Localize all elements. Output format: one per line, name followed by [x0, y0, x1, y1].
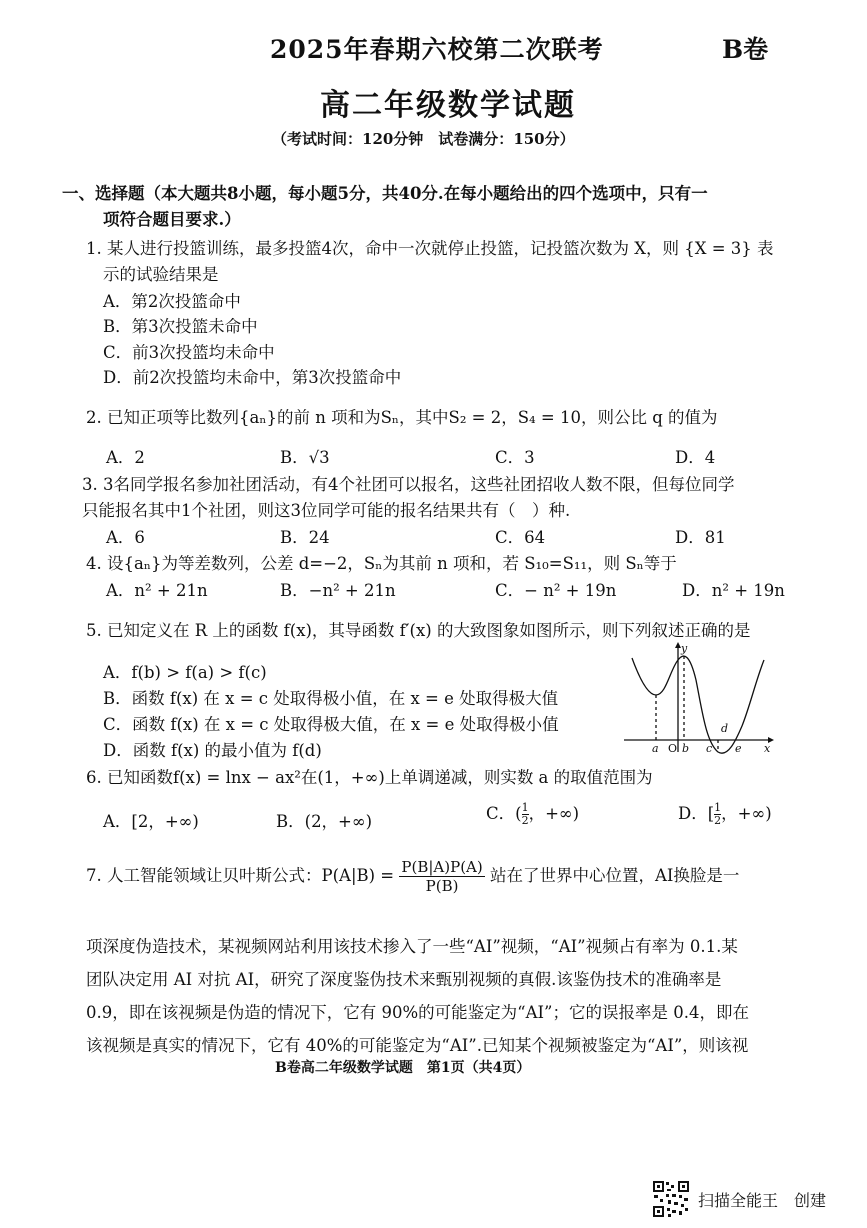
exam-title: 2025年春期六校第二次联考 [270, 35, 604, 64]
q3-stem-line2: 只能报名其中1个社团，则这3位同学可能的报名结果共有（ ）种. [82, 501, 571, 520]
graph-label-b: b [682, 742, 690, 755]
q7-line-2: 团队决定用 AI 对抗 AI，研究了深度鉴伪技术来甄别视频的真假.该鉴伪技术的准确率是 [86, 970, 722, 989]
bayes-fraction [399, 858, 484, 895]
q3-option-d: D．81 [675, 528, 726, 547]
q4-option-a: A．n² + 21n [106, 581, 208, 600]
q5-option-c: C．函数 f(x) 在 x = c 处取得极大值，在 x = e 处取得极小值 [103, 715, 559, 734]
q1-option-b: B．第3次投篮未命中 [103, 317, 258, 336]
q1-option-a: A．第2次投篮命中 [103, 292, 241, 311]
q6-option-d-tail: ，+∞) [721, 804, 772, 823]
graph-label-o: O [668, 742, 678, 755]
q6-option-c-open: C．( [486, 804, 522, 823]
q6-option-d-frac-den: 2 [714, 814, 722, 827]
q3-option-b: B．24 [280, 528, 330, 547]
qr-code-icon [652, 1180, 690, 1218]
q3-stem-line1: 3. 3名同学报名参加社团活动，有4个社团可以报名，这些社团招收人数不限，但每位同学 [82, 475, 735, 494]
q6-option-d-open: D．[ [678, 804, 715, 823]
q6-option-c-frac-den: 2 [521, 814, 529, 827]
graph-label-x: x [764, 742, 771, 755]
q7-prefix: 7. 人工智能领域让贝叶斯公式：P(A|B) = [86, 866, 395, 885]
q5-option-d: D．函数 f(x) 的最小值为 f(d) [103, 741, 322, 760]
q6-option-b: B．(2，+∞) [276, 812, 373, 831]
q6-option-c-tail: ，+∞) [528, 804, 580, 823]
q3-option-a: A．6 [106, 528, 145, 547]
graph-label-y: y [681, 642, 688, 655]
graph-label-c: c [706, 742, 713, 755]
q6-option-d-frac-num: 1 [714, 801, 722, 814]
q6-option-c-frac-num: 1 [521, 801, 529, 814]
q4-option-b: B．−n² + 21n [280, 581, 396, 600]
q2-option-c: C．3 [495, 448, 535, 467]
q4-option-d: D．n² + 19n [682, 581, 785, 600]
q1-option-c: C．前3次投篮均未命中 [103, 343, 275, 362]
q1-stem-line1: 1. 某人进行投篮训练，最多投篮4次，命中一次就停止投篮，记投篮次数为 X，则 {X = 3} 表 [86, 239, 774, 258]
graph-label-d: d [721, 722, 729, 735]
q6-option-d [678, 800, 772, 827]
q2-option-b: B．√3 [280, 448, 330, 467]
q6-option-c-fraction [522, 802, 529, 827]
q4-option-c: C．− n² + 19n [495, 581, 617, 600]
graph-label-e: e [735, 742, 742, 755]
q2-option-d: D．4 [675, 448, 716, 467]
q6-option-a: A．[2，+∞) [103, 812, 199, 831]
q2-stem: 2. 已知正项等比数列{aₙ}的前 n 项和为Sₙ，其中S₂ = 2，S₄ = 10，则公比 q 的值为 [86, 408, 718, 427]
derivative-curve [632, 656, 764, 753]
bayes-denominator: P(B) [425, 877, 459, 895]
q3-option-c: C．64 [495, 528, 546, 547]
q7-suffix: 站在了世界中心位置，AI换脸是一 [489, 866, 740, 885]
q5-stem: 5. 已知定义在 R 上的函数 f(x)，其导函数 f′(x) 的大致图象如图所示，则下列叙述正确的是 [86, 621, 751, 640]
page-footer: B卷高二年级数学试题 第1页（共4页） [275, 1060, 531, 1076]
q6-option-c [486, 800, 579, 827]
q5-option-a: A．f(b) > f(a) > f(c) [103, 663, 267, 682]
section-heading-line1: 一、选择题（本大题共8小题，每小题5分，共40分.在每小题给出的四个选项中，只有一 [62, 184, 708, 203]
q2-option-a: A．2 [106, 448, 145, 467]
q1-option-d: D．前2次投篮均未命中，第3次投篮命中 [103, 368, 402, 387]
bayes-numerator: P(B|A)P(A) [401, 858, 483, 876]
subject-title: 高二年级数学试题 [320, 88, 576, 123]
paper-version-label: B卷 [722, 35, 769, 64]
q7-stem-first-line [86, 858, 739, 895]
graph-label-a: a [652, 742, 659, 755]
q7-line-3: 0.9，即在该视频是伪造的情况下，它有 90%的可能鉴定为“AI”；它的误报率是 0.4，即在 [86, 1003, 749, 1022]
q6-stem: 6. 已知函数f(x) = lnx − ax²在(1，+∞)上单调递减，则实数 a 的取值范围为 [86, 768, 653, 787]
section-heading-line2: 项符合题目要求.） [103, 210, 241, 229]
q7-line-1: 项深度伪造技术，某视频网站利用该技术掺入了一些“AI”视频，“AI”视频占有率为 0.1.某 [86, 937, 738, 956]
scanner-watermark: 扫描全能王 创建 [698, 1191, 827, 1210]
q7-line-4: 该视频是真实的情况下，它有 40%的可能鉴定为“AI”.已知某个视频被鉴定为“AI”，则该视 [86, 1036, 749, 1055]
derivative-graph [618, 640, 778, 758]
q4-stem: 4. 设{aₙ}为等差数列，公差 d=−2，Sₙ为其前 n 项和，若 S₁₀=S₁₁，则 Sₙ等于 [86, 554, 677, 573]
q1-stem-line2: 示的试验结果是 [103, 265, 219, 284]
q5-option-b: B．函数 f(x) 在 x = c 处取得极小值，在 x = e 处取得极大值 [103, 689, 559, 708]
exam-info: （考试时间：120分钟 试卷满分：150分） [272, 130, 575, 148]
